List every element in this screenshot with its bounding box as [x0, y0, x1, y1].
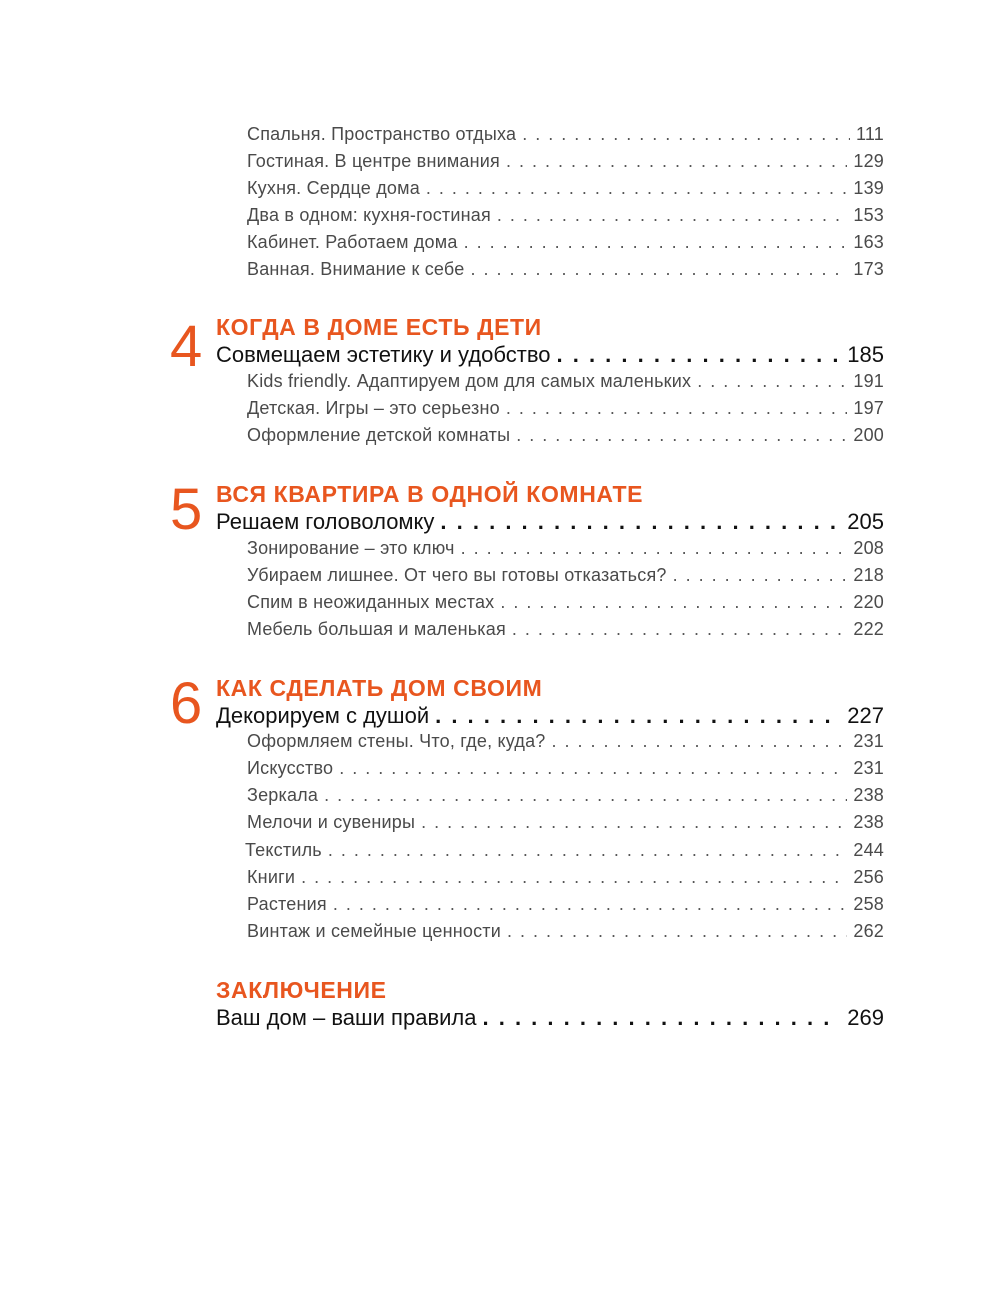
entry-title: Детская. Игры – это серьезно: [247, 398, 500, 418]
entry-title: Зеркала: [247, 785, 319, 805]
chapter-heading: КОГДА В ДОМЕ ЕСТЬ ДЕТИ: [216, 314, 542, 340]
entry-title: Ванная. Внимание к себе: [247, 259, 465, 279]
toc-entry[interactable]: [247, 371, 884, 392]
toc-entry[interactable]: [247, 538, 884, 559]
entry-page: 200: [853, 425, 884, 445]
chapter-number: 4: [170, 314, 203, 379]
toc-entry[interactable]: [247, 205, 884, 226]
dot-leader: [461, 538, 848, 559]
main-entry-page: 205: [847, 509, 884, 534]
toc-entry[interactable]: [247, 785, 884, 806]
chapter-number: 6: [170, 671, 203, 736]
entry-page: 258: [853, 894, 884, 914]
main-entry-title: Декорируем с душой: [216, 703, 430, 728]
toc-main-entry[interactable]: [216, 1005, 884, 1031]
entry-page: 222: [853, 619, 884, 639]
dot-leader: [500, 592, 847, 613]
dot-leader: [483, 1005, 842, 1031]
entry-title: Мебель большая и маленькая: [247, 619, 506, 639]
toc-entry[interactable]: [247, 619, 884, 640]
dot-leader: [470, 259, 847, 280]
entry-page: 231: [853, 731, 884, 751]
main-entry-title: Решаем головоломку: [216, 509, 435, 534]
main-entry-page: 227: [847, 703, 884, 728]
entry-title: Спальня. Пространство отдыха: [247, 124, 517, 144]
conclusion-heading: ЗАКЛЮЧЕНИЕ: [216, 977, 387, 1003]
entry-page: 244: [853, 840, 884, 860]
toc-main-entry[interactable]: [216, 342, 884, 368]
toc-entry[interactable]: [245, 840, 884, 861]
entry-page: 238: [853, 785, 884, 805]
chapter-number: 5: [170, 477, 203, 542]
entry-page: 218: [853, 565, 884, 585]
entry-title: Искусство: [247, 758, 334, 778]
entry-page: 262: [853, 921, 884, 941]
entry-page: 238: [853, 812, 884, 832]
dot-leader: [440, 509, 841, 535]
entry-page: 129: [853, 151, 884, 171]
toc-main-entry[interactable]: [216, 509, 884, 535]
entry-title: Мелочи и сувениры: [247, 812, 416, 832]
entry-title: Убираем лишнее. От чего вы готовы отказаться?: [247, 565, 667, 585]
main-entry-page: 185: [847, 342, 884, 367]
dot-leader: [522, 124, 850, 145]
entry-title: Кухня. Сердце дома: [247, 178, 420, 198]
toc-entry[interactable]: [247, 425, 884, 446]
entry-title: Текстиль: [245, 840, 322, 860]
entry-page: 111: [856, 124, 884, 144]
dot-leader: [421, 812, 847, 833]
toc-entry[interactable]: [247, 731, 884, 752]
entry-page: 139: [853, 178, 884, 198]
entry-title: Гостиная. В центре внимания: [247, 151, 500, 171]
entry-title: Kids friendly. Адаптируем дом для самых маленьких: [247, 371, 692, 391]
dot-leader: [426, 178, 847, 199]
toc-main-entry[interactable]: [216, 703, 884, 729]
toc-entry[interactable]: [247, 259, 884, 280]
dot-leader: [552, 731, 848, 752]
toc-entry[interactable]: [247, 867, 884, 888]
toc-entry[interactable]: [247, 151, 884, 172]
toc-entry[interactable]: [247, 232, 884, 253]
entry-page: 197: [853, 398, 884, 418]
dot-leader: [497, 205, 847, 226]
dot-leader: [506, 398, 848, 419]
dot-leader: [339, 758, 847, 779]
dot-leader: [333, 894, 848, 915]
dot-leader: [324, 785, 847, 806]
entry-title: Два в одном: кухня-гостиная: [247, 205, 491, 225]
entry-page: 153: [853, 205, 884, 225]
entry-page: 220: [853, 592, 884, 612]
dot-leader: [507, 921, 847, 942]
entry-page: 256: [853, 867, 884, 887]
toc-entry[interactable]: [247, 894, 884, 915]
entry-title: Спим в неожиданных местах: [247, 592, 495, 612]
dot-leader: [557, 342, 842, 368]
dot-leader: [464, 232, 848, 253]
entry-page: 191: [853, 371, 884, 391]
main-entry-title: Ваш дом – ваши правила: [216, 1005, 477, 1030]
dot-leader: [516, 425, 847, 446]
toc-entry[interactable]: [247, 565, 884, 586]
dot-leader: [673, 565, 848, 586]
chapter-heading: ВСЯ КВАРТИРА В ОДНОЙ КОМНАТЕ: [216, 481, 644, 507]
entry-page: 208: [853, 538, 884, 558]
dot-leader: [506, 151, 847, 172]
entry-page: 163: [853, 232, 884, 252]
toc-entry[interactable]: [247, 592, 884, 613]
dot-leader: [328, 840, 848, 861]
entry-title: Зонирование – это ключ: [247, 538, 455, 558]
entry-page: 173: [853, 259, 884, 279]
main-entry-page: 269: [847, 1005, 884, 1030]
toc-entry[interactable]: [247, 921, 884, 942]
toc-entry[interactable]: [247, 812, 884, 833]
entry-title: Книги: [247, 867, 296, 887]
dot-leader: [301, 867, 847, 888]
entry-title: Оформление детской комнаты: [247, 425, 511, 445]
dot-leader: [512, 619, 847, 640]
entry-title: Кабинет. Работаем дома: [247, 232, 458, 252]
toc-entry[interactable]: [247, 398, 884, 419]
toc-entry[interactable]: [247, 124, 884, 145]
dot-leader: [697, 371, 847, 392]
entry-title: Оформляем стены. Что, где, куда?: [247, 731, 546, 751]
entry-title: Растения: [247, 894, 327, 914]
entry-page: 231: [853, 758, 884, 778]
toc-entry[interactable]: [247, 758, 884, 779]
toc-entry[interactable]: [247, 178, 884, 199]
chapter-heading: КАК СДЕЛАТЬ ДОМ СВОИМ: [216, 675, 543, 701]
entry-title: Винтаж и семейные ценности: [247, 921, 502, 941]
main-entry-title: Совмещаем эстетику и удобство: [216, 342, 551, 367]
dot-leader: [435, 703, 841, 729]
